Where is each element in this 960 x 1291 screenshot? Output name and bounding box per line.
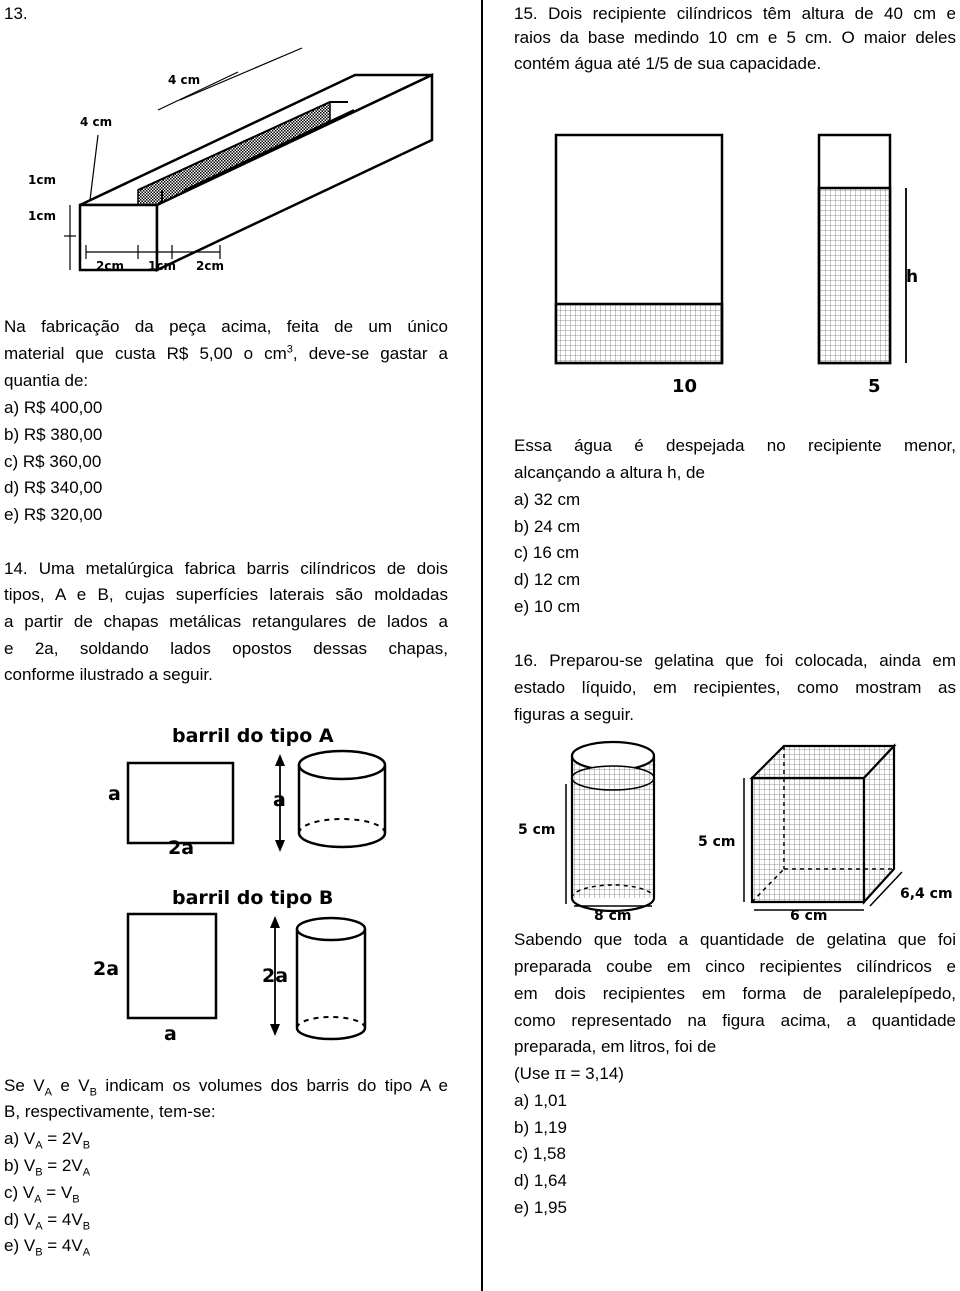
q16-line-3: figuras a seguir. xyxy=(514,705,635,724)
q14-option-c: c) $V_A = V_B$ xyxy=(4,1183,80,1206)
barrel-a-title: barril do tipo A xyxy=(172,725,334,747)
box-depth-label: 6,4 cm xyxy=(900,886,953,902)
q16-line-1: 16. Preparou-se gelatina que foi colocada, ainda em xyxy=(514,651,956,670)
barrel-b-figure xyxy=(90,882,410,1052)
column-divider xyxy=(481,0,483,1291)
q16-after-5: preparada, em litros, foi de xyxy=(514,1037,717,1056)
cyl-diameter-label: 8 cm xyxy=(594,908,632,924)
dim-h1: 1cm xyxy=(28,173,56,187)
q14-line-2: tipos, A e B, cujas superfícies laterais são moldadas xyxy=(4,585,448,604)
dim-length: 4 cm xyxy=(80,115,113,129)
q15-after-1: Essa água é despejada no recipiente menor, xyxy=(514,436,956,455)
q15-containers-figure xyxy=(550,130,940,400)
q14-option-e: e) $V_B = 4V_A$ xyxy=(4,1236,91,1259)
barrel-a-height-label: a xyxy=(273,789,286,811)
q16-line-2: estado líquido, em recipientes, como mostram as xyxy=(514,678,956,697)
q13-option-d: d) R$ 340,00 xyxy=(4,478,103,497)
q13-option-b: b) R$ 380,00 xyxy=(4,425,103,444)
q13-line-3: quantia de: xyxy=(4,371,89,390)
q16-option-b: b) 1,19 xyxy=(514,1118,567,1137)
dim-b3: 2cm xyxy=(196,259,224,273)
barrel-b-title: barril do tipo B xyxy=(172,887,334,909)
pi-symbol: π xyxy=(554,1064,566,1084)
q16-after-3: em dois recipientes em forma de paralelepípedo, xyxy=(514,984,956,1003)
q16-after-2: preparada coube em cinco recipientes cilíndricos e xyxy=(514,957,956,976)
q14-stem-2: B, respectivamente, tem-se: xyxy=(4,1102,216,1121)
q16-after-4: como representado na figura acima, a quantidade xyxy=(514,1011,956,1030)
q13-line-1: Na fabricação da peça acima, feita de um único xyxy=(4,317,448,336)
cyl-height-label: 5 cm xyxy=(518,822,556,838)
barrel-b-height-label: 2a xyxy=(262,965,289,987)
dim-top-width: 4 cm xyxy=(168,73,201,87)
barrel-b-bottom-label: a xyxy=(164,1023,177,1045)
barrel-a-bottom-label: 2a xyxy=(168,837,195,859)
q14-line-3: a partir de chapas metálicas retangulares de lados a xyxy=(4,612,448,631)
q14-option-a: a) $V_A = 2V_B$ xyxy=(4,1129,91,1152)
label-small-radius: 5 xyxy=(868,376,881,397)
q15-line-3: contém água até 1/5 de sua capacidade. xyxy=(514,54,822,73)
barrel-a-side-label: a xyxy=(108,783,121,805)
q15-option-a: a) 32 cm xyxy=(514,490,581,509)
q15-line-1: 15. Dois recipiente cilíndricos têm altura de 40 cm e xyxy=(514,4,956,23)
label-h: h xyxy=(906,267,919,287)
question-13-number: 13. xyxy=(4,4,28,23)
dim-b2: 1cm xyxy=(148,259,176,273)
cubic-sup: 3 xyxy=(286,343,293,356)
q14-line-5: conforme ilustrado a seguir. xyxy=(4,665,213,684)
dim-h2: 1cm xyxy=(28,209,56,223)
q15-option-d: d) 12 cm xyxy=(514,570,581,589)
q16-option-e: e) 1,95 xyxy=(514,1198,567,1217)
q15-option-c: c) 16 cm xyxy=(514,543,580,562)
box-height-label: 5 cm xyxy=(698,834,736,850)
dim-b1: 2cm xyxy=(96,259,124,273)
q15-line-2: raios da base medindo 10 cm e 5 cm. O maior deles xyxy=(514,28,956,47)
q16-option-c: c) 1,58 xyxy=(514,1144,566,1163)
q15-option-b: b) 24 cm xyxy=(514,517,581,536)
q16-after-1: Sabendo que toda a quantidade de gelatina que foi xyxy=(514,930,956,949)
q16-option-d: d) 1,64 xyxy=(514,1171,567,1190)
q13-line-2: material que custa R$ 5,00 o $cm^3$, deve-se gastar a xyxy=(4,343,449,363)
label-large-radius: 10 xyxy=(672,376,698,397)
q13-option-c: c) R$ 360,00 xyxy=(4,452,102,471)
q14-line-1: 14. Uma metalúrgica fabrica barris cilíndricos de dois xyxy=(4,559,448,578)
barrel-b-side-label: 2a xyxy=(93,958,120,980)
q13-block-figure xyxy=(20,40,440,280)
q16-pi-note: (Use π = 3,14) xyxy=(514,1064,624,1084)
q16-option-a: a) 1,01 xyxy=(514,1091,567,1110)
barrel-a-figure xyxy=(100,718,420,863)
q15-option-e: e) 10 cm xyxy=(514,597,581,616)
q14-line-4: e 2a, soldando lados opostos dessas chapas, xyxy=(4,639,448,658)
box-width-label: 6 cm xyxy=(790,908,828,924)
q15-after-2: alcançando a altura h, de xyxy=(514,463,705,482)
q16-gelatin-figure xyxy=(514,734,959,929)
q13-option-a: a) R$ 400,00 xyxy=(4,398,103,417)
q14-option-d: d) $V_A = 4V_B$ xyxy=(4,1210,91,1233)
q14-option-b: b) $V_B = 2V_A$ xyxy=(4,1156,91,1179)
q14-stem-1: Se $V_A$ e $V_B$ indicam os volumes dos barris do tipo A e xyxy=(4,1076,449,1099)
q13-option-e: e) R$ 320,00 xyxy=(4,505,103,524)
